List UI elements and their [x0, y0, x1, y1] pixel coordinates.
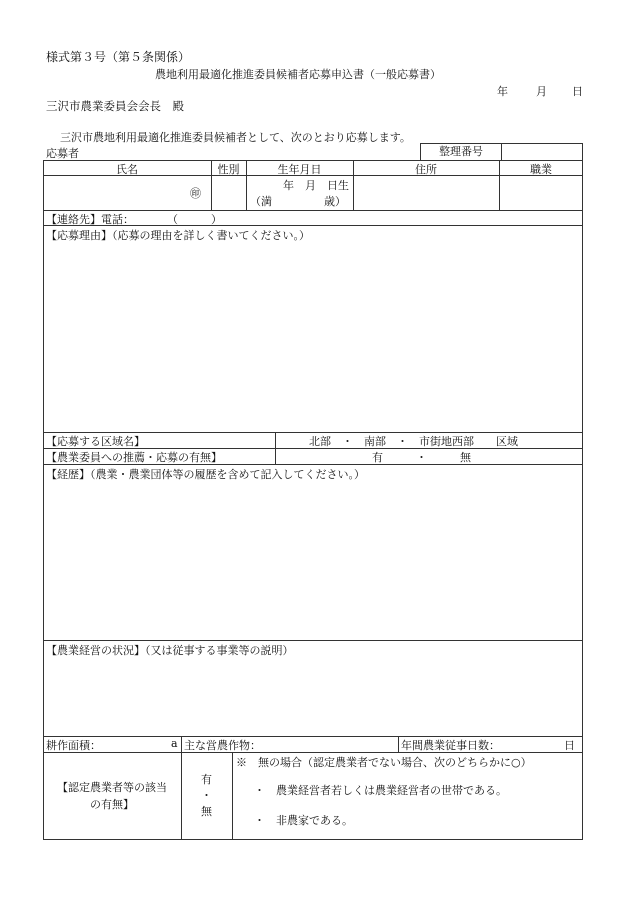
- cultivated-area-label: 耕作面積：: [46, 739, 101, 752]
- farming-field[interactable]: [44, 657, 582, 735]
- addressee: 三沢市農業委員会会長 殿: [46, 99, 184, 113]
- area-label: 【応募する区域名】: [46, 435, 145, 448]
- col-occupation-header: 職業: [530, 163, 552, 176]
- occupation-field[interactable]: [500, 176, 582, 209]
- gender-field[interactable]: [212, 176, 245, 209]
- certified-label-1: 【認定農業者等の該当: [57, 781, 167, 794]
- col-gender-header: 性別: [217, 163, 240, 176]
- history-label: 【経歴】（農業・農業団体等の履歴を含めて記入してください。）: [46, 468, 365, 481]
- applicant-label: 応募者: [46, 147, 79, 160]
- col-address-header: 住所: [415, 163, 437, 176]
- date-month: 月: [536, 85, 547, 98]
- recommend-label: 【農業委員への推薦・応募の有無】: [46, 451, 222, 464]
- birth-date-line: 年 月 日生: [283, 179, 349, 192]
- ref-number-label: 整理番号: [420, 143, 502, 160]
- certified-option-1[interactable]: ・ 農業経営者若しくは農業経営者の世帯である。: [254, 784, 507, 797]
- date-year: 年: [497, 85, 508, 98]
- certified-no[interactable]: 無: [201, 805, 212, 818]
- col-name-header: 氏名: [116, 163, 138, 176]
- certified-yes[interactable]: 有: [201, 773, 212, 786]
- seal-mark: ㊞: [190, 187, 201, 200]
- main-crop-label: 主な営農作物：: [184, 739, 261, 752]
- age-close: 歳）: [324, 195, 346, 208]
- area-options[interactable]: 北部 ・ 南部 ・ 市街地西部 区域: [309, 435, 518, 448]
- recommend-options[interactable]: 有 ・ 無: [372, 451, 471, 464]
- certified-label-2: の有無】: [90, 798, 134, 811]
- certified-option-2[interactable]: ・ 非農家である。: [254, 814, 353, 827]
- intro-text: 三沢市農地利用最適化推進委員候補者として、次のとおり応募します。: [60, 131, 411, 144]
- certified-note: ※ 無の場合（認定農業者でない場合、次のどちらかに○）: [236, 756, 532, 769]
- reason-field[interactable]: [44, 242, 582, 431]
- history-field[interactable]: [44, 481, 582, 639]
- age-open: （満: [250, 195, 272, 208]
- date-day: 日: [572, 85, 583, 98]
- form-number: 様式第３号（第５条関係）: [46, 50, 191, 64]
- farming-days-unit: 日: [564, 739, 575, 752]
- col-birthdate-header: 生年月日: [277, 163, 322, 176]
- reason-label: 【応募理由】（応募の理由を詳しく書いてください。）: [46, 229, 310, 242]
- contact-phone: 【連絡先】電話： （ ）: [46, 213, 222, 226]
- farming-days-label: 年間農業従事日数：: [401, 739, 500, 752]
- farming-label: 【農業経営の状況】（又は従事する事業等の説明）: [46, 644, 294, 657]
- ref-number-field[interactable]: [501, 143, 583, 160]
- cultivated-area-unit: a: [171, 737, 178, 750]
- form-title: 農地利用最適化推進委員候補者応募申込書（一般応募書）: [155, 68, 441, 81]
- name-field[interactable]: [44, 176, 210, 209]
- certified-dot: ・: [201, 789, 212, 802]
- address-field[interactable]: [354, 176, 498, 209]
